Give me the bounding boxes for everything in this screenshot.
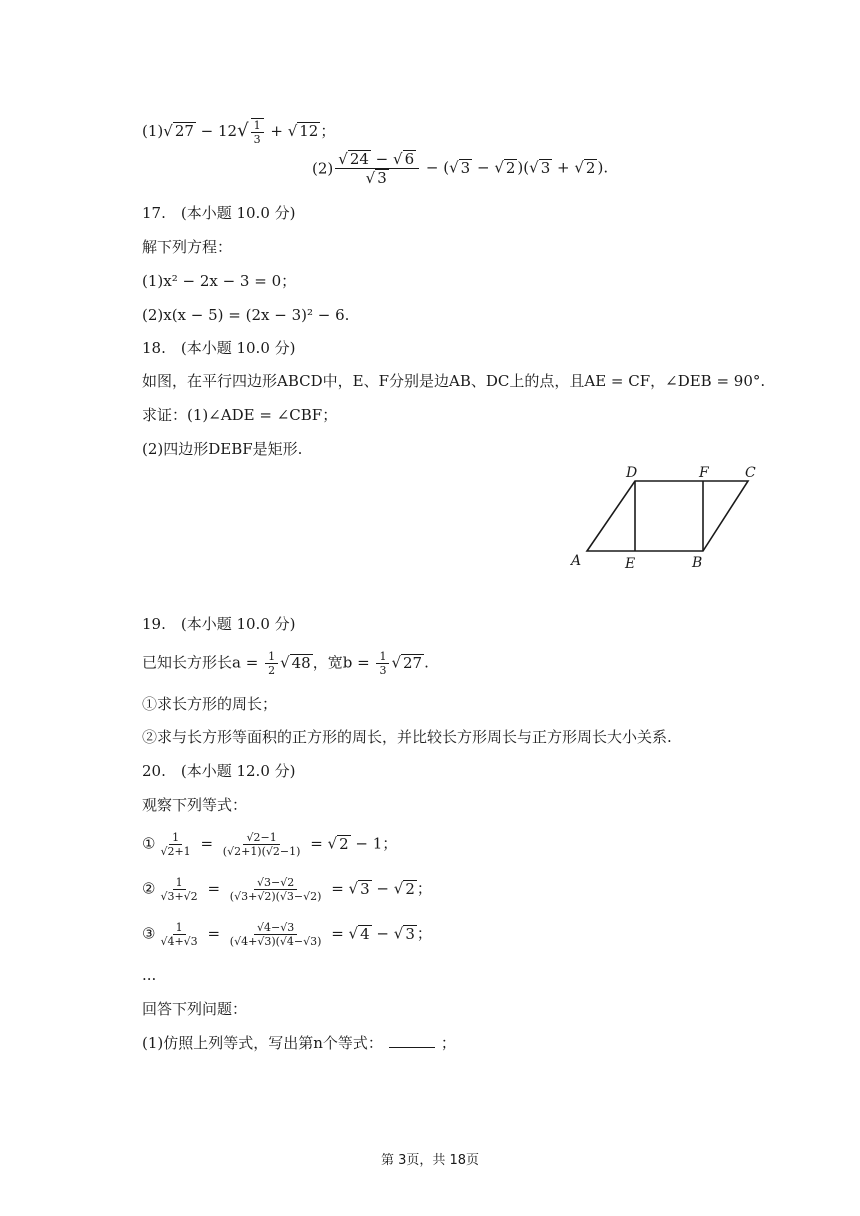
q20-sub1-text: (1)仿照上列等式，写出第n个等式： (142, 1034, 383, 1052)
label-b: B (692, 555, 703, 571)
q16-part1-tail: ； (320, 122, 336, 140)
label-e: E (625, 556, 636, 572)
q18-proof1: 求证：(1)∠ADE = ∠CBF； (142, 406, 338, 424)
parallelogram-abcd (587, 481, 748, 551)
q16-part2-label: (2) (312, 159, 334, 178)
q17-prompt: 解下列方程： (142, 238, 233, 256)
q19-stem-end: . (424, 653, 429, 672)
q17-part2: (2)x(x − 5) = (2x − 3)² − 6. (142, 306, 350, 324)
q20-sub1 (142, 1033, 456, 1053)
q19-item2: ②求与长方形等面积的正方形的周长，并比较长方形周长与正方形周长大小关系. (142, 728, 672, 746)
parallelogram-figure (565, 462, 765, 574)
q18-header: 18. (本小题 10.0 分) (142, 339, 296, 357)
q16-part1-label: (1) (142, 122, 164, 140)
q20-header: 20. (本小题 12.0 分) (142, 762, 296, 780)
q17-part1: (1)x² − 2x − 3 = 0； (142, 272, 297, 290)
q19-stem-mid: ，宽b = (312, 653, 375, 672)
q16-part2: (2) $\frac{√ 24 - √ 6}{√ 3}$ − (√ 3 − √ 2 )(√ 3 + √ 2 ). (312, 150, 609, 187)
q20-eq2: ② $\frac{1}{√3+√2}$ = $\frac{√3-√2}{(√3+√2)(√3-√2)}$ = √ 3 − √ 2 ； (142, 876, 432, 903)
q20-answer-prompt: 回答下列问题： (142, 1000, 248, 1018)
page-footer: 第 3页，共 18页 (380, 1153, 480, 1168)
q19-stem: 已知长方形长a = $\frac{1}{2}$ √ 48 ，宽b = $\frac{1}{3}$ √ 27 . (142, 650, 429, 677)
answer-blank[interactable] (389, 1033, 435, 1048)
q18-proof2: (2)四边形DEBF是矩形. (142, 440, 303, 458)
q19-stem-prefix: 已知长方形长a = (142, 653, 264, 672)
q20-prompt: 观察下列等式： (142, 796, 248, 814)
q19-header: 19. (本小题 10.0 分) (142, 615, 296, 633)
q20-sub1-tail: ； (440, 1034, 456, 1052)
q16-part1: (1)√ 27 − 12√ $\frac{1}{3}$ + √ 12 ； (142, 119, 336, 146)
q20-eq1-mark: ① (142, 834, 156, 853)
label-a: A (571, 553, 582, 569)
label-c: C (745, 465, 756, 481)
q20-eq2-mark: ② (142, 879, 156, 898)
q20-eq1: ① $\frac{1}{√2+1}$ = $\frac{√2-1}{(√2+1)(√2-1)}$ = √ 2 − 1； (142, 831, 398, 858)
label-f: F (699, 465, 709, 481)
q20-eq3: ③ $\frac{1}{√4+√3}$ = $\frac{√4-√3}{(√4+√3)(√4-√3)}$ = √ 4 − √ 3 ； (142, 921, 432, 948)
label-d: D (626, 465, 638, 481)
q18-stem: 如图，在平行四边形ABCD中，E、F分别是边AB、DC上的点，且AE = CF，∠DEB = 90°. (142, 372, 766, 390)
q17-header: 17. (本小题 10.0 分) (142, 204, 296, 222)
q19-item1: ①求长方形的周长； (142, 695, 278, 713)
q20-eq3-mark: ③ (142, 924, 156, 943)
q16-part2-tail: . (603, 158, 609, 177)
q20-ellipsis: ... (142, 966, 157, 984)
